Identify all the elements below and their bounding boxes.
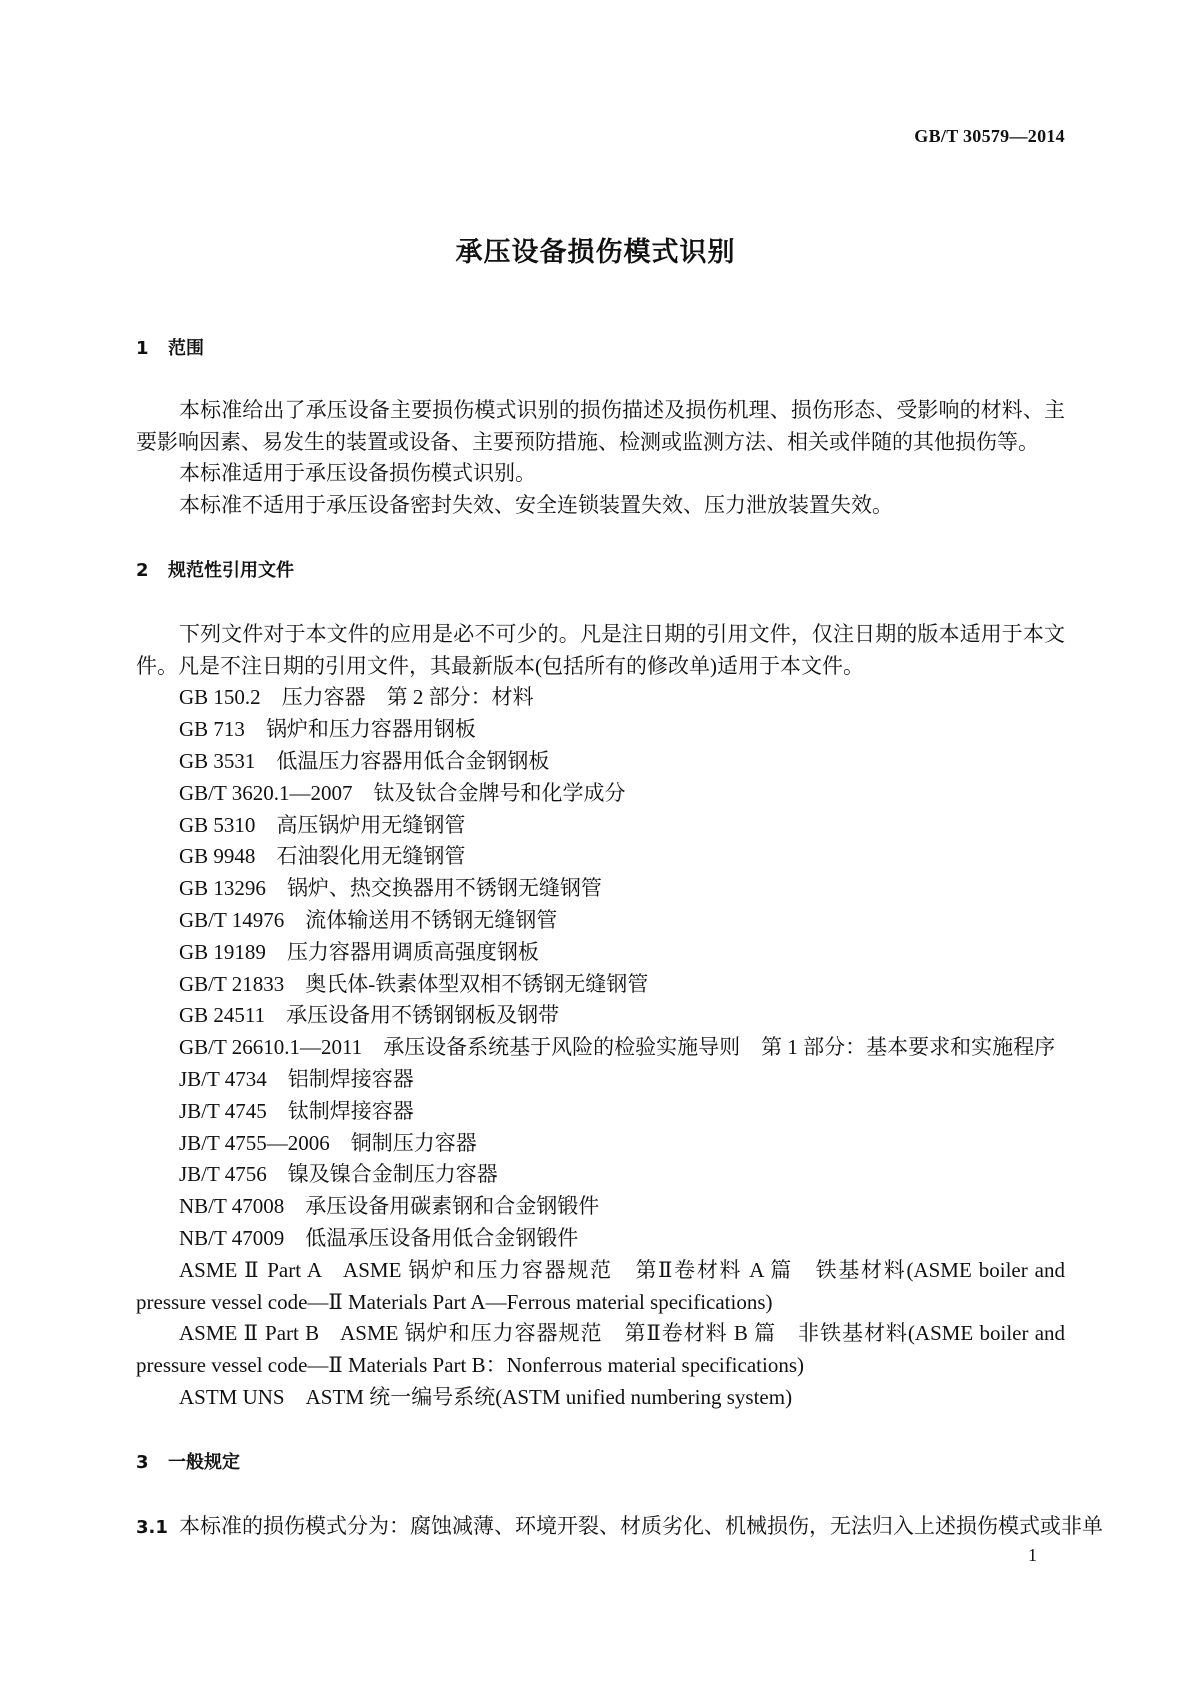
- reference-title: 流体输送用不锈钢无缝钢管: [305, 907, 558, 932]
- reference-item: [136, 841, 1065, 873]
- reference-item: [136, 1096, 1065, 1128]
- reference-title: 铝制焊接容器: [287, 1066, 414, 1091]
- reference-item: [136, 1191, 1065, 1223]
- reference-item: [136, 937, 1065, 969]
- document-title: 承压设备损伤模式识别: [455, 237, 736, 268]
- reference-item: [136, 746, 1065, 778]
- reference-item: [136, 1064, 1065, 1096]
- reference-code: NB/T 47009: [179, 1225, 285, 1250]
- reference-title: ASME 锅炉和压力容器规范 第Ⅱ卷材料 A 篇 铁基材料(ASME boiler and pressure vessel code—Ⅱ Materials Part A—Ferrous material specifications): [136, 1257, 1066, 1314]
- reference-code: GB 24511: [179, 1003, 266, 1028]
- paragraph: 本标准不适用于承压设备密封失效、安全连锁装置失效、压力泄放装置失效。: [179, 493, 893, 518]
- section-number: 2: [136, 560, 149, 581]
- section-heading: [136, 555, 1065, 587]
- section-1: [136, 333, 1065, 522]
- paragraph: 本标准适用于承压设备损伤模式识别。: [179, 461, 536, 486]
- reference-title: 低温压力容器用低合金钢钢板: [276, 748, 550, 773]
- clause-number: 3.1: [136, 1516, 168, 1538]
- reference-code: ASME Ⅱ Part B: [179, 1321, 320, 1346]
- reference-code: GB 3531: [179, 748, 256, 773]
- reference-title: 高压锅炉用无缝钢管: [276, 812, 466, 837]
- reference-code: GB/T 3620.1—2007: [179, 780, 353, 805]
- reference-code: GB 5310: [179, 812, 256, 837]
- paragraph: 下列文件对于本文件的应用是必不可少的。凡是注日期的引用文件，仅注日期的版本适用于本文件。凡是不注日期的引用文件，其最新版本(包括所有的修改单)适用于本文件。: [136, 621, 1065, 678]
- section-2: [136, 555, 1065, 1414]
- reference-item: [136, 1000, 1065, 1032]
- reference-code: GB 150.2: [179, 685, 261, 710]
- reference-item: [136, 714, 1065, 746]
- reference-title: 铜制压力容器: [350, 1130, 477, 1155]
- reference-title: 奥氏体-铁素体型双相不锈钢无缝钢管: [305, 971, 649, 996]
- section-number: 1: [136, 338, 149, 359]
- reference-title: 承压设备系统基于风险的检验实施导则 第 1 部分：基本要求和实施程序: [383, 1035, 1056, 1060]
- reference-title: 压力容器用调质高强度钢板: [286, 939, 539, 964]
- reference-item: [136, 1382, 1065, 1414]
- section-title: 范围: [168, 338, 204, 359]
- reference-item: [136, 905, 1065, 937]
- section-title: 一般规定: [168, 1452, 240, 1473]
- section-heading: [136, 333, 1065, 365]
- reference-code: JB/T 4755—2006: [179, 1130, 330, 1155]
- reference-item: [136, 810, 1065, 842]
- reference-item: [136, 682, 1065, 714]
- reference-title: 石油裂化用无缝钢管: [276, 844, 466, 869]
- section-3: [136, 1447, 1103, 1544]
- reference-item: [136, 1318, 1065, 1382]
- reference-code: GB 713: [179, 717, 245, 742]
- reference-title: 锅炉、热交换器用不锈钢无缝钢管: [286, 876, 602, 901]
- reference-code: GB 9948: [179, 844, 256, 869]
- clause: [136, 1511, 1103, 1544]
- reference-title: 钛及钛合金牌号和化学成分: [373, 780, 626, 805]
- reference-title: 承压设备用不锈钢钢板及钢带: [286, 1003, 560, 1028]
- paragraph: 本标准给出了承压设备主要损伤模式识别的损伤描述及损伤机理、损伤形态、受影响的材料、主要影响因素、易发生的装置或设备、主要预防措施、检测或监测方法、相关或伴随的其他损伤等。: [136, 397, 1065, 454]
- reference-title: 压力容器 第 2 部分：材料: [281, 685, 534, 710]
- reference-code: GB/T 26610.1—2011: [179, 1035, 363, 1060]
- reference-item: [136, 1223, 1065, 1255]
- reference-code: ASTM UNS: [179, 1384, 285, 1409]
- section-heading: [136, 1447, 1065, 1479]
- reference-title: 锅炉和压力容器用钢板: [265, 717, 476, 742]
- reference-item: [136, 1128, 1065, 1160]
- reference-title: 镍及镍合金制压力容器: [287, 1162, 498, 1187]
- reference-title: 承压设备用碳素钢和合金钢锻件: [305, 1194, 600, 1219]
- reference-item: [136, 1159, 1065, 1191]
- reference-item: [136, 1255, 1065, 1319]
- reference-code: JB/T 4734: [179, 1066, 267, 1091]
- reference-title: 钛制焊接容器: [287, 1098, 414, 1123]
- reference-code: GB/T 21833: [179, 971, 285, 996]
- reference-item: [136, 1032, 1065, 1064]
- reference-code: NB/T 47008: [179, 1194, 285, 1219]
- reference-title: ASME 锅炉和压力容器规范 第Ⅱ卷材料 B 篇 非铁基材料(ASME boiler and pressure vessel code—Ⅱ Materials Part B：Nonferrous material specifications): [136, 1321, 1066, 1378]
- reference-code: JB/T 4745: [179, 1098, 267, 1123]
- reference-code: GB 13296: [179, 876, 266, 901]
- reference-item: [136, 969, 1065, 1001]
- reference-code: JB/T 4756: [179, 1162, 267, 1187]
- reference-title: 低温承压设备用低合金钢锻件: [305, 1225, 579, 1250]
- reference-code: GB/T 14976: [179, 907, 285, 932]
- reference-code: ASME Ⅱ Part A: [179, 1257, 323, 1282]
- section-title: 规范性引用文件: [168, 560, 294, 581]
- clause-text: 本标准的损伤模式分为：腐蚀减薄、环境开裂、材质劣化、机械损伤，无法归入上述损伤模式或非单: [179, 1513, 1103, 1538]
- section-number: 3: [136, 1452, 149, 1473]
- reference-item: [136, 778, 1065, 810]
- reference-list: [136, 682, 1065, 1413]
- reference-title: ASTM 统一编号系统(ASTM unified numbering system): [305, 1384, 793, 1409]
- reference-code: GB 19189: [179, 939, 266, 964]
- page-number: 1: [1028, 1545, 1037, 1565]
- standard-number: GB/T 30579—2014: [914, 126, 1065, 146]
- reference-item: [136, 873, 1065, 905]
